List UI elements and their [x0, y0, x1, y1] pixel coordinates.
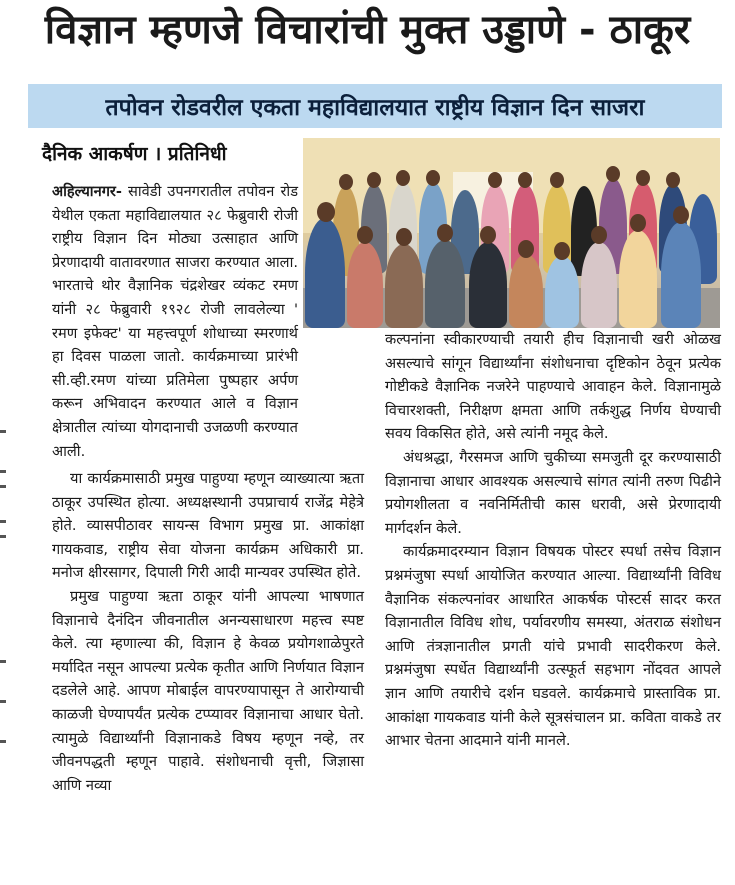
subheadline: तपोवन रोडवरील एकता महाविद्यालयात राष्ट्रीय विज्ञान दिन साजरा — [105, 95, 645, 121]
paragraph-2: या कार्यक्रमासाठी प्रमुख पाहुण्या म्हणून व्याख्यात्या ऋता ठाकूर उपस्थित होत्या. अध्यक्षस्थानी उपप्राचार्य राजेंद्र मेहेत्रे होते. व्यासपीठावर सायन्स विभाग प्रमुख प्रा. आकांक्षा गायकवाड, राष्ट्रीय सेवा योजना कार्यक्रम अधिकारी प्रा. मनोज क्षीरसागर, दिपाली गिरी आदी मान्यवर उपस्थित होते. — [52, 470, 364, 582]
paragraph-6: कार्यक्रमादरम्यान विज्ञान विषयक पोस्टर स्पर्धा तसेच विज्ञान प्रश्नमंजुषा स्पर्धा आयोजित करण्यात आल्या. विद्यार्थ्यांनी विविध वैज्ञानिक संकल्पनांवर आधारित आकर्षक पोस्टर्स सादर करत विज्ञानातील विविध शोध, पर्यावरणीय समस्या, अंतराळ संशोधन आणि तंत्रज्ञानातील प्रगती यांचे प्रभावी सादरीकरण केले. प्रश्नमंजुषा स्पर्धेत विद्यार्थ्यांनी उत्स्फूर्त सहभाग नोंदवत आपले ज्ञान आणि तयारीचे दर्शन घडवले. कार्यक्रमाचे प्रास्ताविक प्रा. आकांक्षा गायकवाड यांनी केले सूत्रसंचालन प्रा. कविता वाकडे तर आभार चेतना आदमाने यांनी मानले. — [385, 543, 721, 750]
headline: विज्ञान म्हणजे विचारांची मुक्त उड्डाणे - ठाकूर — [44, 7, 691, 53]
paragraph-4: कल्पनांना स्वीकारण्याची तयारी हीच विज्ञानाची खरी ओळख असल्याचे सांगून विद्यार्थ्यांना संशोधनाचा दृष्टिकोन ठेवून प्रत्येक गोष्टीकडे वैज्ञानिक नजरेने पाहण्याचे आवाहन केले. विज्ञानामुळे विचारशक्ती, निरीक्षण क्षमता आणि तर्कशुद्ध निर्णय घेण्याची सवय विकसित होते, असे त्यांनी नमूद केले. — [385, 331, 721, 443]
paragraph-3: प्रमुख पाहुण्या ऋता ठाकूर यांनी आपल्या भाषणात विज्ञानाचे दैनंदिन जीवनातील अनन्यसाधारण महत्त्व स्पष्ट केले. त्या म्हणाल्या की, विज्ञान हे केवळ प्रयोगशाळेपुरते मर्यादित नसून आपल्या प्रत्येक कृतीत आणि निर्णयात विज्ञान दडलेले आहे. आपण मोबाईल वापरण्यापासून ते आरोग्याची काळजी घेण्यापर्यंत प्रत्येक टप्प्यावर विज्ञानाचा आधार घेतो. त्यामुळे विद्यार्थ्यांनी विज्ञानाकडे विषय म्हणून नव्हे, तर जीवनपद्धती म्हणून पाहावे. संशोधनाची वृत्ती, जिज्ञासा आणि नव्या — [52, 587, 364, 794]
event-group-photo — [303, 138, 720, 328]
left-edge-marks — [0, 140, 8, 840]
paragraph-1: सावेडी उपनगरातील तपोवन रोड येथील एकता महाविद्यालयात २८ फेब्रुवारी रोजी राष्ट्रीय विज्ञान दिन मोठ्या उत्साहात आणि प्रेरणादायी वातावरणात साजरा करण्यात आला. भारताचे थोर वैज्ञानिक चंद्रशेखर व्यंकट रमण यांनी २८ फेब्रुवारी १९२८ रोजी लावलेल्या ' रमण इफेक्ट' या महत्त्वपूर्ण शोधाच्या स्मरणार्थ हा दिवस पाळला जातो. कार्यक्रमाच्या प्रारंभी सी.व्ही.रमण यांच्या प्रतिमेला पुष्पहार अर्पण करून अभिवादन करण्यात आले व विज्ञान क्षेत्रातील त्यांच्या योगदानाची उजळणी करण्यात आली. — [52, 183, 298, 460]
byline: दैनिक आकर्षण । प्रतिनिधी — [42, 143, 227, 165]
column-left-lower — [52, 467, 364, 797]
column-lead — [52, 180, 298, 463]
paragraph-5: अंधश्रद्धा, गैरसमज आणि चुकीच्या समजुती दूर करण्यासाठी विज्ञानाचा आधार आवश्यक असल्याचे सांगत त्यांनी तरुण पिढीने प्रयोगशीलता व नवनिर्मितीची कास धरावी, असे प्रेरणादायी मार्गदर्शन केले. — [385, 448, 721, 537]
column-right — [385, 328, 721, 753]
subheadline-band — [28, 84, 722, 128]
dateline: अहिल्यानगर- — [52, 183, 122, 200]
